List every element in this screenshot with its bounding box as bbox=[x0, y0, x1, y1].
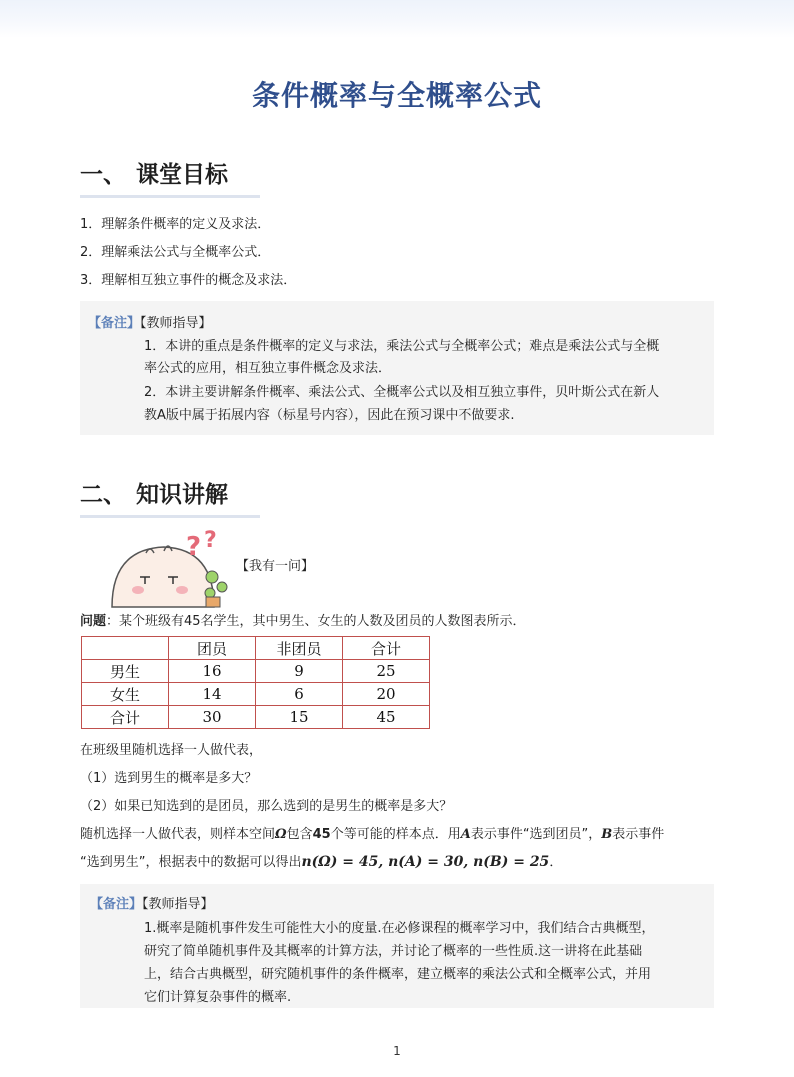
table-cell: 15 bbox=[256, 706, 343, 729]
table-cell: 45 bbox=[343, 706, 430, 729]
section-rule-1 bbox=[80, 195, 260, 198]
body-line: 在班级里随机选择一人做代表， bbox=[80, 743, 263, 758]
note-line: 上，结合古典概型，研究随机事件的条件概率，建立概率的乘法公式和全概率公式，并用 bbox=[144, 967, 652, 982]
text-run: 表示事件“选到团员”， bbox=[470, 827, 602, 842]
note-line: 它们计算复杂事件的概率. bbox=[144, 990, 292, 1005]
table-row bbox=[82, 660, 430, 683]
table-cell: 女生 bbox=[82, 683, 169, 706]
note-line: 教A版中属于拓展内容（标星号内容），因此在预习课中不做要求. bbox=[144, 408, 515, 423]
note-line: 率公式的应用，相互独立事件概念及求法． bbox=[144, 361, 392, 376]
table-cell: 16 bbox=[169, 660, 256, 683]
explanation-line-2 bbox=[80, 853, 562, 872]
math-45: 45 bbox=[312, 827, 331, 842]
svg-text:?: ? bbox=[204, 528, 217, 553]
table-cell: 25 bbox=[343, 660, 430, 683]
section-rule-2 bbox=[80, 515, 260, 518]
student-table bbox=[81, 636, 430, 729]
table-cell: 6 bbox=[256, 683, 343, 706]
question-label: 问题 bbox=[80, 614, 107, 629]
note-label: 【教师指导】 bbox=[142, 897, 214, 912]
svg-text:?: ? bbox=[186, 532, 202, 562]
table-cell: 合计 bbox=[343, 637, 430, 660]
math-A: A bbox=[460, 827, 471, 842]
table-header-row bbox=[82, 637, 430, 660]
section-title-2: 知识讲解 bbox=[136, 482, 228, 508]
table-cell: 非团员 bbox=[256, 637, 343, 660]
table-cell: 9 bbox=[256, 660, 343, 683]
table-cell: 合计 bbox=[82, 706, 169, 729]
question-line bbox=[80, 613, 526, 631]
note-line: 研究了简单随机事件及其概率的计算方法，并讨论了概率的一些性质.这一讲将在此基础 bbox=[144, 944, 643, 959]
section-heading-1 bbox=[80, 156, 228, 189]
objective-item: 3．理解相互独立事件的概念及求法． bbox=[80, 273, 297, 288]
teacher-note-box-1 bbox=[80, 301, 714, 435]
note-line: 2．本讲主要讲解条件概率、乘法公式、全概率公式以及相互独立事件，贝叶斯公式在新人 bbox=[144, 385, 660, 400]
table-cell: 14 bbox=[169, 683, 256, 706]
table-row bbox=[82, 683, 430, 706]
table-cell: 20 bbox=[343, 683, 430, 706]
note-line: 1．本讲的重点是条件概率的定义与求法，乘法公式与全概率公式；难点是乘法公式与全概 bbox=[144, 339, 660, 354]
table-cell: 团员 bbox=[169, 637, 256, 660]
top-band bbox=[0, 0, 794, 38]
math-omega: Ω bbox=[275, 827, 287, 842]
text-run: 包含 bbox=[286, 827, 313, 842]
section-number-1: 一、 bbox=[80, 162, 126, 188]
note-label: 【教师指导】 bbox=[140, 316, 212, 331]
table-cell bbox=[82, 637, 169, 660]
text-run: “选到男生”，根据表中的数据可以得出 bbox=[80, 855, 302, 870]
body-line: （2）如果已知选到的是团员，那么选到的是男生的概率是多大？ bbox=[80, 799, 453, 814]
math-formula: n(Ω) = 45, n(A) = 30, n(B) = 25 bbox=[301, 854, 550, 870]
explanation-line-1 bbox=[80, 826, 664, 844]
table-row bbox=[82, 706, 430, 729]
objective-item: 1．理解条件概率的定义及求法． bbox=[80, 217, 271, 232]
text-run: ． bbox=[549, 855, 563, 870]
text-run: 随机选择一人做代表，则样本空间 bbox=[80, 827, 276, 842]
text-run: 表示事件 bbox=[612, 827, 665, 842]
thinking-mascot-icon bbox=[106, 527, 236, 609]
note-header bbox=[88, 315, 212, 333]
note-tag: 【备注】 bbox=[88, 316, 141, 331]
note-tag: 【备注】 bbox=[90, 897, 143, 912]
note-line: 1.概率是随机事件发生可能性大小的度量.在必修课程的概率学习中，我们结合古典概型， bbox=[144, 921, 655, 936]
ask-label: 【我有一问】 bbox=[236, 559, 315, 574]
section-heading-2 bbox=[80, 476, 228, 509]
question-text: ：某个班级有45名学生，其中男生、女生的人数及团员的人数图表所示． bbox=[106, 614, 526, 629]
table-cell: 男生 bbox=[82, 660, 169, 683]
note-header bbox=[90, 896, 214, 914]
objective-item: 2．理解乘法公式与全概率公式． bbox=[80, 245, 271, 260]
text-run: 个等可能的样本点．用 bbox=[330, 827, 461, 842]
section-number-2: 二、 bbox=[80, 482, 126, 508]
page-number: 1 bbox=[393, 1044, 401, 1058]
teacher-note-box-2 bbox=[80, 884, 714, 1008]
math-B: B bbox=[601, 827, 613, 842]
section-title-1: 课堂目标 bbox=[136, 162, 228, 188]
page-title: 条件概率与全概率公式 bbox=[251, 79, 542, 112]
body-line: （1）选到男生的概率是多大？ bbox=[80, 771, 258, 786]
table-cell: 30 bbox=[169, 706, 256, 729]
